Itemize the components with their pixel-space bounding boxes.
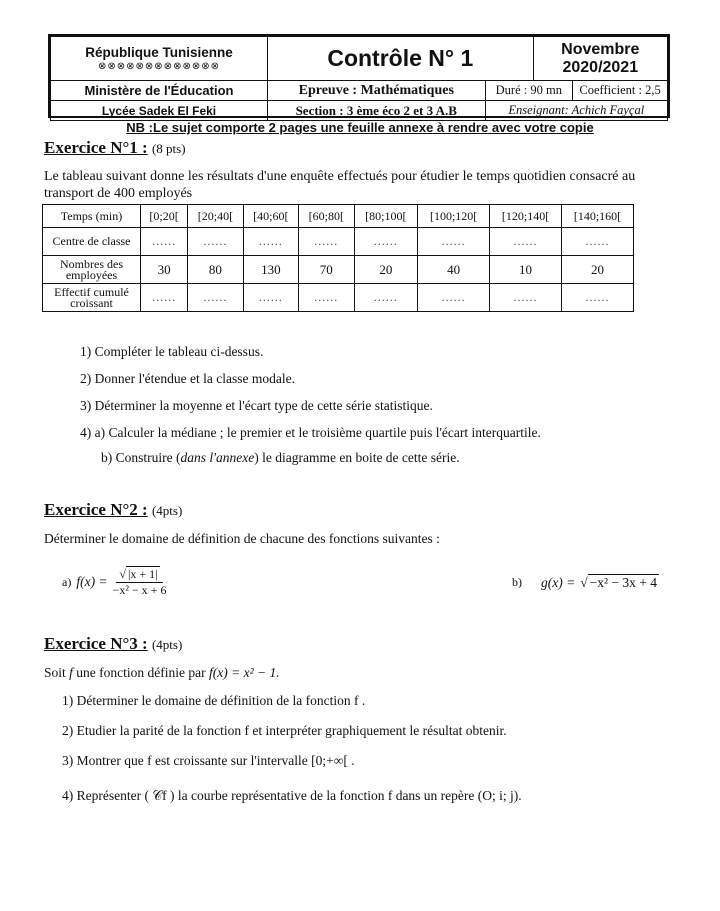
epreuve-text: Epreuve : Mathématiques xyxy=(268,81,486,101)
ex2-b-radicand: −x² − 3x + 4 xyxy=(589,575,658,590)
exam-month: Novembre xyxy=(561,40,640,58)
blank-cell: ...... xyxy=(299,284,354,312)
blank-cell: ...... xyxy=(562,228,634,256)
teacher-text: Enseignant: Achich Fayçal xyxy=(485,101,667,121)
exam-title: Contrôle N° 1 xyxy=(327,45,474,71)
ex1-q4b-annex: dans l'annexe xyxy=(180,450,255,465)
ex2-b-label: b) xyxy=(512,575,522,589)
ex3-intro-post: une fonction définie par xyxy=(72,665,209,680)
ex3-q3: 3) Montrer que f est croissante sur l'intervalle [0;+∞[ . xyxy=(62,753,355,768)
exam-year: 2020/2021 xyxy=(562,58,639,76)
ex1-q2: 2) Donner l'étendue et la classe modale. xyxy=(80,371,295,386)
date-cell xyxy=(533,37,667,81)
ex3-q4: 4) Représenter ( 𝒞f ) la courbe représentative de la fonction f dans un repère (O; i; j). xyxy=(62,788,522,803)
intervals-label: Temps (min) xyxy=(43,205,141,228)
blank-cell: ...... xyxy=(562,284,634,312)
duree-text: Duré : 90 mn xyxy=(485,81,573,101)
blank-cell: ...... xyxy=(490,284,562,312)
school-text: Lycée Sadek El Feki xyxy=(51,101,268,121)
republic-cell xyxy=(51,37,268,81)
ex2-a-numerator: √ |x + 1| xyxy=(116,566,162,583)
interval-cell: [80;100[ xyxy=(354,205,418,228)
decoration-text: ⊗⊗⊗⊗⊗⊗⊗⊗⊗⊗⊗⊗⊗ xyxy=(98,61,220,72)
ex3-intro-pre: Soit xyxy=(44,665,70,680)
cumul-label: Effectif cumulé croissant xyxy=(43,284,141,312)
count-label: Nombres des employées xyxy=(43,256,141,284)
republic-text: République Tunisienne xyxy=(85,45,233,60)
centre-label: Centre de classe xyxy=(43,228,141,256)
blank-cell: ...... xyxy=(243,228,298,256)
table-row-intervals xyxy=(43,205,634,228)
ex1-q4b xyxy=(101,450,460,466)
ex2-b-root: √ −x² − 3x + 4 xyxy=(580,575,658,590)
ministry-text: Ministère de l'Éducation xyxy=(51,81,268,101)
ex3-formula: f(x) = x² − 1. xyxy=(208,665,280,680)
count-cell: 10 xyxy=(490,256,562,284)
coefficient-text: Coefficient : 2,5 xyxy=(573,81,668,101)
blank-cell: ...... xyxy=(418,228,490,256)
blank-cell: ...... xyxy=(243,284,298,312)
ex2-a-radicand: |x + 1| xyxy=(128,567,158,581)
ex3-intro xyxy=(44,665,280,681)
interval-cell: [100;120[ xyxy=(418,205,490,228)
interval-cell: [60;80[ xyxy=(299,205,354,228)
table-row-cumul xyxy=(43,284,634,312)
count-cell: 20 xyxy=(562,256,634,284)
ex1-q4a: 4) a) Calculer la médiane ; le premier et le troisième quartile puis l'écart interquartile. xyxy=(80,425,541,440)
ex2-points: (4pts) xyxy=(151,503,183,518)
ex2-function-a xyxy=(62,566,166,598)
interval-cell: [0;20[ xyxy=(141,205,188,228)
ex1-points: (8 pts) xyxy=(151,141,186,156)
ex3-points: (4pts) xyxy=(151,637,183,652)
statistics-table xyxy=(42,204,634,312)
count-cell: 70 xyxy=(299,256,354,284)
title-cell xyxy=(268,37,534,81)
blank-cell: ...... xyxy=(141,284,188,312)
blank-cell: ...... xyxy=(141,228,188,256)
ex3-title-text: Exercice N°3 : xyxy=(44,634,148,653)
ex2-function-b xyxy=(512,574,659,591)
ex1-title xyxy=(44,138,186,158)
ex2-a-denominator: −x² − x + 6 xyxy=(112,583,167,597)
ex2-a-lhs: f(x) = xyxy=(76,574,108,589)
count-cell: 20 xyxy=(354,256,418,284)
blank-cell: ...... xyxy=(490,228,562,256)
blank-cell: ...... xyxy=(299,228,354,256)
ex3-title xyxy=(44,634,182,654)
exam-header xyxy=(48,34,670,118)
table-row-centre xyxy=(43,228,634,256)
ex1-title-text: Exercice N°1 : xyxy=(44,138,148,157)
nb-note: NB :Le sujet comporte 2 pages une feuille annexe à rendre avec votre copie xyxy=(126,120,594,135)
ex1-q4b-pre: b) Construire ( xyxy=(101,450,181,465)
ex2-title xyxy=(44,500,182,520)
ex1-q1: 1) Compléter le tableau ci-dessus. xyxy=(80,344,264,359)
count-cell: 40 xyxy=(418,256,490,284)
interval-cell: [120;140[ xyxy=(490,205,562,228)
ex1-q3: 3) Déterminer la moyenne et l'écart type de cette série statistique. xyxy=(80,398,433,413)
interval-cell: [40;60[ xyxy=(243,205,298,228)
ex2-title-text: Exercice N°2 : xyxy=(44,500,148,519)
ex2-b-lhs: g(x) = xyxy=(541,574,576,590)
ex2-intro: Déterminer le domaine de définition de chacune des fonctions suivantes : xyxy=(44,531,440,546)
blank-cell: ...... xyxy=(188,228,243,256)
ex1-q4b-post: ) le diagramme en boite de cette série. xyxy=(254,450,460,465)
blank-cell: ...... xyxy=(354,284,418,312)
table-row-count xyxy=(43,256,634,284)
interval-cell: [140;160[ xyxy=(562,205,634,228)
ex1-intro: Le tableau suivant donne les résultats d'une enquête effectués pour étudier le temps quotidien consacré au transport de 400 employés xyxy=(44,169,636,201)
ex3-intro-f: f xyxy=(69,665,73,680)
count-cell: 30 xyxy=(141,256,188,284)
ex2-a-fraction xyxy=(113,566,167,598)
count-cell: 80 xyxy=(188,256,243,284)
ex3-q1: 1) Déterminer le domaine de définition de la fonction f . xyxy=(62,693,366,708)
ex3-q2: 2) Etudier la parité de la fonction f et interpréter graphiquement le résultat obtenir. xyxy=(62,723,507,738)
interval-cell: [20;40[ xyxy=(188,205,243,228)
blank-cell: ...... xyxy=(188,284,243,312)
section-text: Section : 3 ème éco 2 et 3 A.B xyxy=(268,101,486,121)
ex2-a-label: a) xyxy=(62,574,72,589)
blank-cell: ...... xyxy=(418,284,490,312)
blank-cell: ...... xyxy=(354,228,418,256)
count-cell: 130 xyxy=(243,256,298,284)
